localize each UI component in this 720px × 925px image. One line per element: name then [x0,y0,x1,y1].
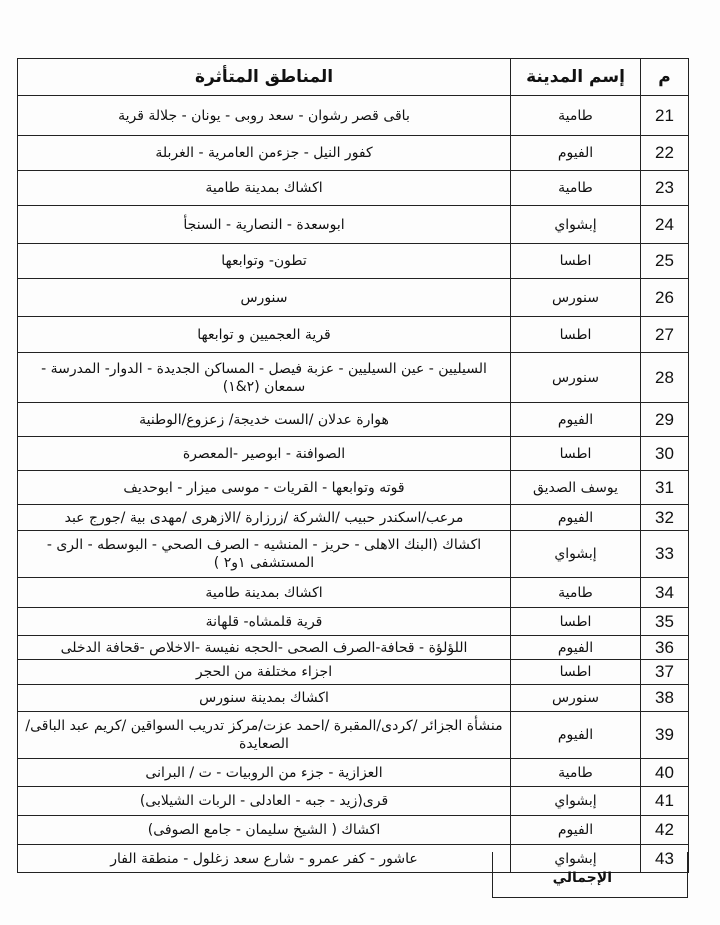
row-city: إبشواي [511,531,641,578]
row-areas: مرعب/اسكندر حبيب /الشركة /زرزارة /الازهرى /مهدى بية /جورج عبد [18,505,511,531]
row-city: الفيوم [511,403,641,437]
table-row [18,244,689,279]
row-city: طامية [511,759,641,787]
table-row [18,685,689,712]
row-areas: هوارة عدلان /الست خديجة/ زعزوع/الوطنية [18,403,511,437]
row-areas: اكشاك ( الشيخ سليمان - جامع الصوفى) [18,816,511,845]
row-city: اطسا [511,437,641,471]
row-areas: السيليين - عين السيليين - عزبة فيصل - المساكن الجديدة - الدوار- المدرسة - سمعان (٢&١) [18,353,511,403]
row-number: 36 [641,636,689,660]
row-number: 37 [641,660,689,685]
header-areas: المناطق المتأثرة [18,59,511,96]
row-areas: قرية العجميين و توابعها [18,317,511,353]
table-row [18,816,689,845]
row-city: إبشواي [511,787,641,816]
row-number: 31 [641,471,689,505]
row-number: 28 [641,353,689,403]
row-number: 30 [641,437,689,471]
row-areas: اللؤلؤة - قحافة-الصرف الصحى -الحجه نفيسة -الاخلاص -قحافة الدخلى [18,636,511,660]
table-row [18,471,689,505]
row-number: 22 [641,136,689,171]
row-number: 32 [641,505,689,531]
table-row [18,171,689,206]
row-areas: اكشاك (البنك الاهلى - حريز - المنشيه - الصرف الصحي - البوسطه - الرى - المستشفى ١و٢ ) [18,531,511,578]
row-number: 26 [641,279,689,317]
row-number: 38 [641,685,689,712]
table-row [18,712,689,759]
row-city: طامية [511,171,641,206]
table-header-row [18,59,689,96]
table-row [18,660,689,685]
table-row [18,206,689,244]
row-areas: منشأة الجزائر /كردى/المقبرة /احمد عزت/مركز تدريب السواقين /كريم عبد الباقى/الصعايدة [18,712,511,759]
row-number: 35 [641,608,689,636]
table-row [18,787,689,816]
row-areas: سنورس [18,279,511,317]
table-row [18,279,689,317]
row-city: الفيوم [511,712,641,759]
row-areas: اجزاء مختلفة من الحجر [18,660,511,685]
table-row [18,531,689,578]
row-areas: ابوسعدة - النصارية - السنجأ [18,206,511,244]
table-row [18,403,689,437]
header-num: م [641,59,689,96]
row-areas: اكشاك بمدينة طامية [18,171,511,206]
row-areas: باقى قصر رشوان - سعد روبى - يونان - جلالة قرية [18,96,511,136]
row-number: 29 [641,403,689,437]
row-areas: عاشور - كفر عمرو - شارع سعد زغلول - منطقة الفار [18,845,511,873]
row-number: 33 [641,531,689,578]
table-row [18,608,689,636]
row-city: إبشواي [511,845,641,873]
row-areas: الصوافنة - ابوصير -المعصرة [18,437,511,471]
row-number: 34 [641,578,689,608]
table-row [18,759,689,787]
total-box [492,852,688,898]
table-row [18,578,689,608]
row-number: 25 [641,244,689,279]
row-city: الفيوم [511,505,641,531]
table-row [18,636,689,660]
row-city: سنورس [511,279,641,317]
row-areas: العزازية - جزء من الروبيات - ت / البرانى [18,759,511,787]
row-number: 24 [641,206,689,244]
row-city: اطسا [511,244,641,279]
row-city: يوسف الصديق [511,471,641,505]
row-city: اطسا [511,660,641,685]
row-city: سنورس [511,353,641,403]
table-row [18,96,689,136]
row-city: اطسا [511,317,641,353]
row-city: الفيوم [511,636,641,660]
row-number: 27 [641,317,689,353]
row-city: إبشواي [511,206,641,244]
table-row [18,136,689,171]
row-areas: كفور النيل - جزءمن العامرية - الغربلة [18,136,511,171]
table-body [18,96,689,873]
row-areas: قرية قلمشاه- قلهانة [18,608,511,636]
row-areas: تطون- وتوابعها [18,244,511,279]
table-row [18,353,689,403]
row-number: 42 [641,816,689,845]
affected-areas-table [17,58,689,873]
row-city: اطسا [511,608,641,636]
row-number: 40 [641,759,689,787]
table-row [18,317,689,353]
row-number: 41 [641,787,689,816]
row-number: 39 [641,712,689,759]
row-city: سنورس [511,685,641,712]
row-areas: قرى(زيد - جبه - العادلى - الربات الشيلابى) [18,787,511,816]
table-row [18,437,689,471]
row-areas: اكشاك بمدينة سنورس [18,685,511,712]
row-city: طامية [511,96,641,136]
row-number: 23 [641,171,689,206]
row-number: 21 [641,96,689,136]
row-city: الفيوم [511,136,641,171]
row-city: طامية [511,578,641,608]
row-number: 43 [641,845,689,873]
total-label: الإجمالي [552,870,612,886]
row-areas: قوته وتوابعها - القريات - موسى ميزار - ابوحديف [18,471,511,505]
row-areas: اكشاك بمدينة طامية [18,578,511,608]
table-row [18,505,689,531]
row-city: الفيوم [511,816,641,845]
header-city: إسم المدينة [511,59,641,96]
